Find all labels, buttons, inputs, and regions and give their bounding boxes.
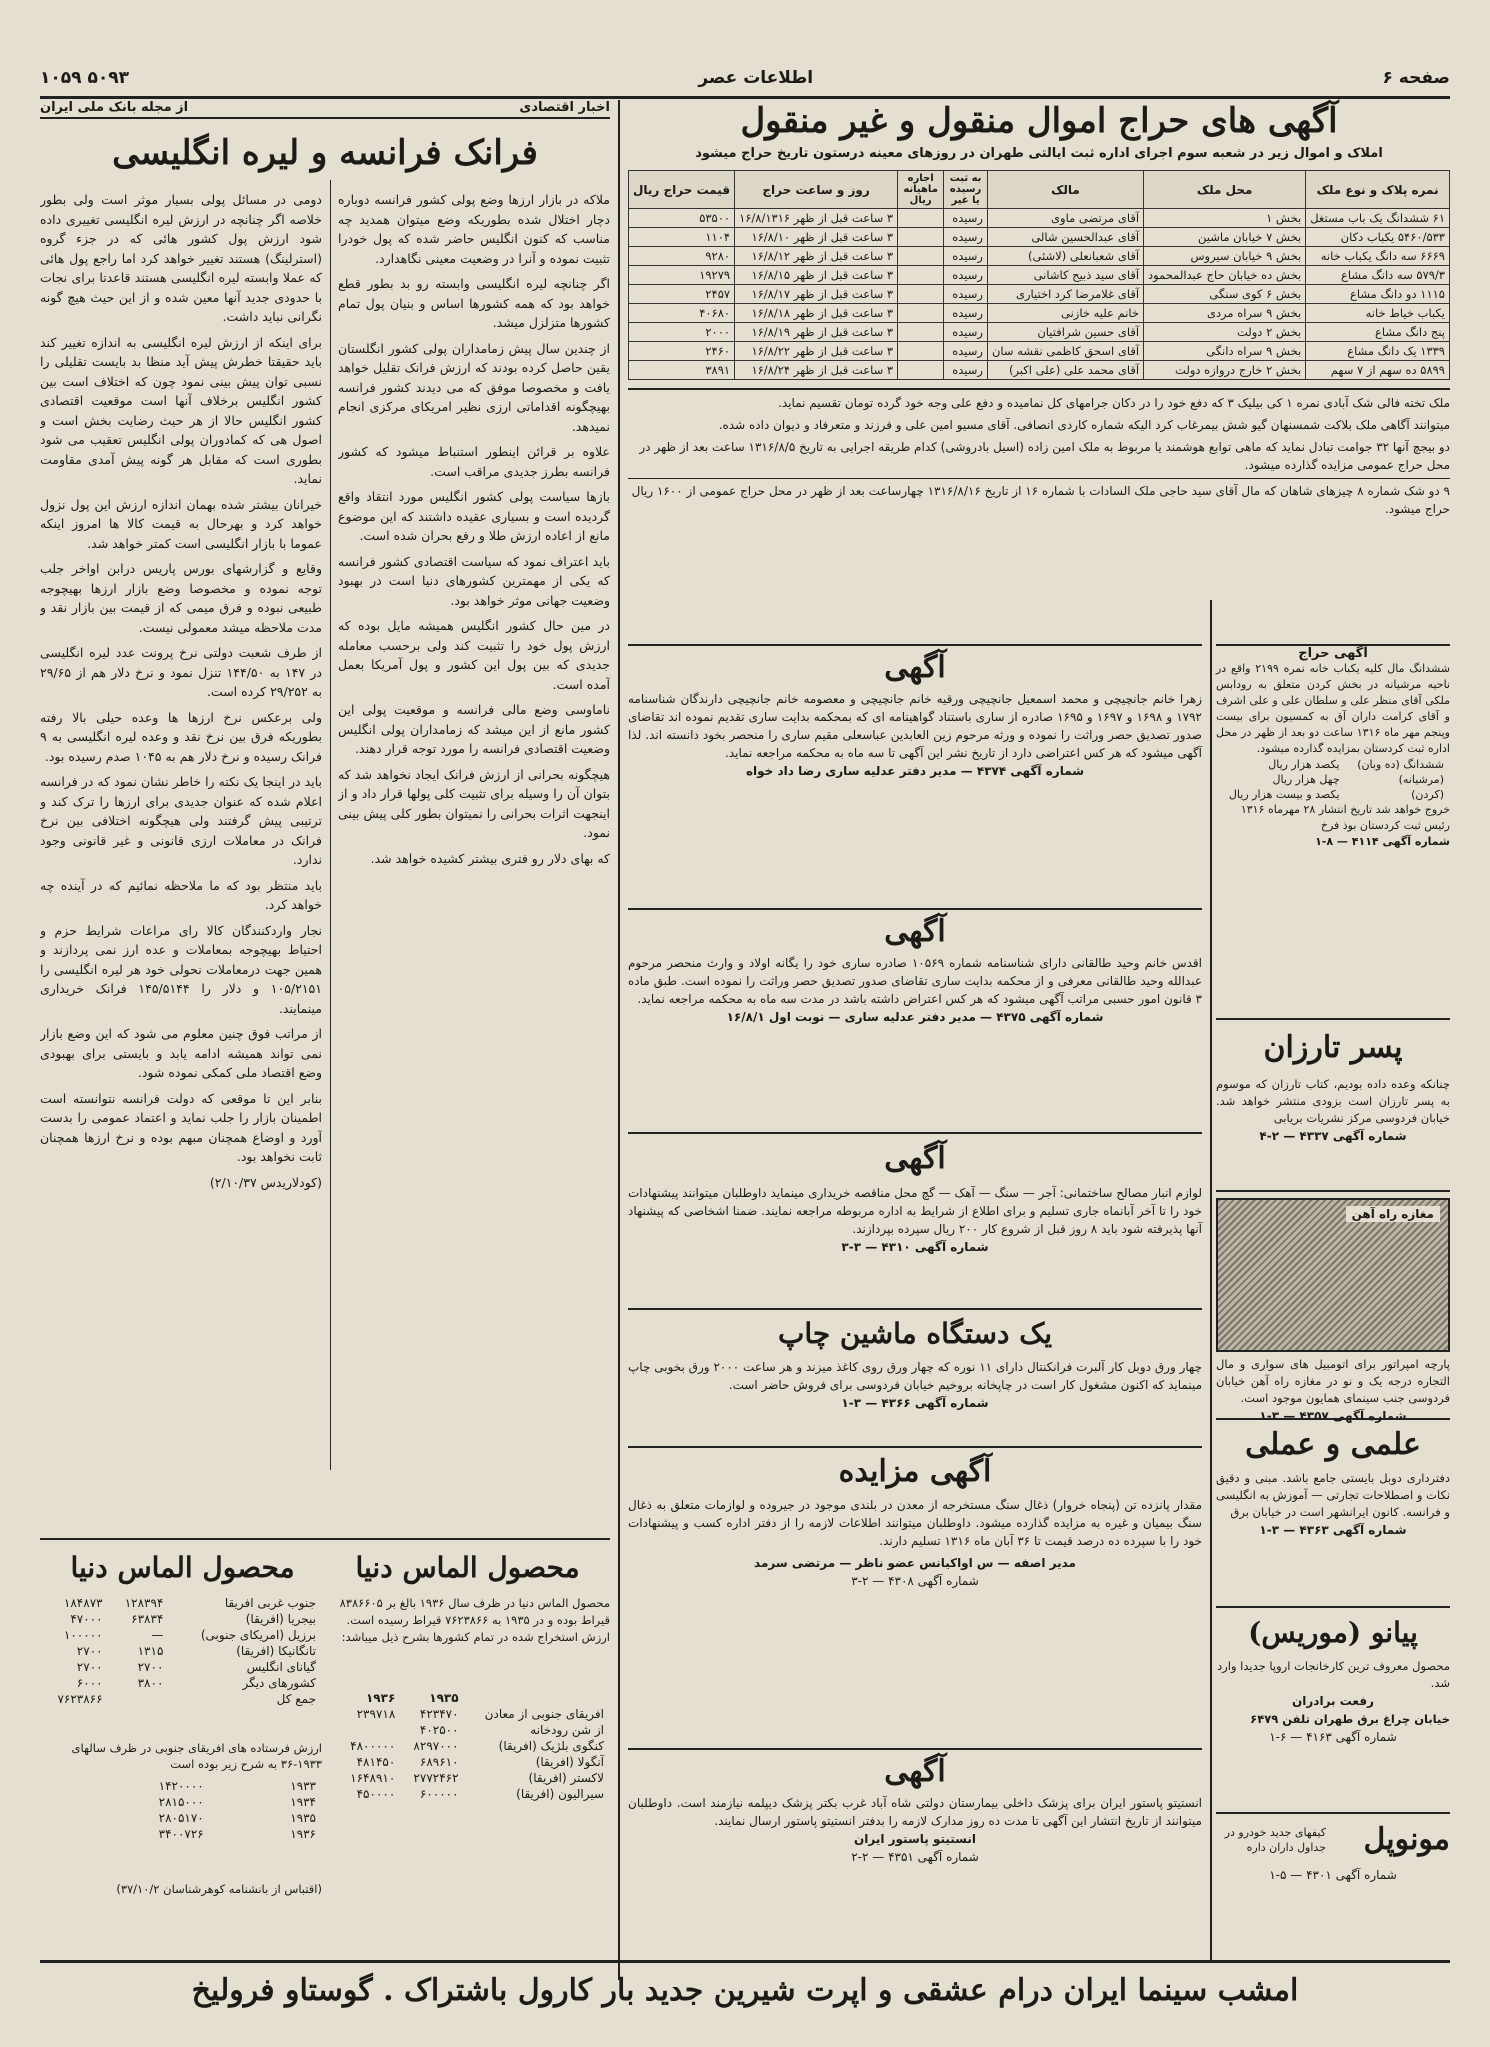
auction-cell: بخش ۹ سراه دانگی xyxy=(1144,342,1306,361)
auction-cell: پنج دانگ مشاع xyxy=(1306,323,1450,342)
diamond-export-row-cell: ۲۸۱۵۰۰۰ xyxy=(158,1795,204,1809)
diamond-right-table xyxy=(40,1595,322,1707)
tarzan-ad xyxy=(1216,1018,1450,1145)
economy-paragraph: نجار واردکنندگان کالا رای مراعات شرایط حزم و احتیاط بهیچوجه بمعاملات و عده ارز نمی پردازند و همین جهت درمعاملات نحولی خود هر لیره انگلیسی را ۱۰۵/۲۱۵۱ و دلار را ۱۴۵/۵۱۴۴ فرانک خریداری مینمایند. xyxy=(40,922,322,1016)
diamond-export-note: ارزش فرستاده های افریقای جنوبی در ظرف سالهای ۱۹۳۳-۳۶ به شرح زیر بوده است xyxy=(71,1741,322,1771)
monopole-body: کیفهای جدید خودرو در جداول داران داره xyxy=(1224,1826,1326,1854)
diamond-export-row-cell: ۱۴۲۰۰۰۰ xyxy=(158,1779,204,1793)
diamond-years-row-cell: ۲۷۷۲۴۶۲ xyxy=(413,1771,459,1785)
auction-cell xyxy=(898,228,944,247)
economy-paragraph: خیرانان بیشتر شده بهمان اندازه ارزش این پول نزول خواهد کرد و بهرحال به قیمت کالا ها امروز اینکه عموما با بازار انگلیسی است کمتر خواهد شد. xyxy=(40,496,322,551)
column-divider-ads xyxy=(1210,600,1212,1960)
tender-ad-body: مقدار پانزده تن (پنجاه خروار) ذغال سنگ مستخرجه از معدن در بلندی موجود در جیروده و لوازمات متعلق به ذغال سنگ بیمیان و غیره به مزایده گذارده میشود. داوطلبان میتوانند اطلاعات لازمه را از دفتر اداره کسب و پیشنهادات خود را با سپرده ده درصد قیمت تا ۳۶ آبان ماه ۱۳۱۶ تسلیم دارند. xyxy=(628,1498,1202,1548)
diamond-country-row-cell: ۱۸۴۸۷۳ xyxy=(63,1596,103,1610)
car-ad xyxy=(1216,1190,1450,1425)
auction-cell: آقای غلامرضا کرد اختیاری xyxy=(987,285,1143,304)
auction-cell: ۳ ساعت قبل از ظهر ۱۶/۸/۱۲ xyxy=(735,247,898,266)
diamond-export-row xyxy=(40,1778,322,1794)
piano-address: خیابان چراغ برق طهران تلفن ۶۴۷۹ xyxy=(1250,1712,1450,1726)
auction-table-row xyxy=(629,342,1450,361)
diamond-country-row xyxy=(40,1611,322,1627)
economy-paragraph: بازها سیاست پولی کشور انگلیس مورد انتقاد واقع گردیده است و بسیاری عقیده داشتند که این موضوع مانع از اعاده ارزش طلا و رفع بحران شده است. xyxy=(338,489,610,543)
diamond-country-row xyxy=(40,1659,322,1675)
economy-paragraph: ولی برعکس نرخ ارزها ها وعده حیلی بالا رفته بطوریکه فرق بین نرخ نقد و وعده لیره انگلیسی به ۹ فرانک رسیده و نرخ دلار هم به ۱۰۴۵ صدم رسیده بود. xyxy=(40,709,322,764)
economy-kicker: اخبار اقتصادی xyxy=(519,100,610,115)
economy-paragraph: در مین حال کشور انگلیس همیشه مایل بوده که ارزش پول خود را تثبیت کند ولی برحسب معامله جدیدی که بین پول این کشور و پول آمریکا بعمل آمده است. xyxy=(338,618,610,692)
economy-column-2 xyxy=(338,190,610,1470)
auction-cell: رسیده xyxy=(944,228,988,247)
auction-notice-number: شماره آگهی ۴۱۱۴ — ۸-۱ xyxy=(1315,835,1450,848)
diamond-years-header-cell: ۱۹۳۶ xyxy=(365,1691,396,1705)
auction-cell xyxy=(898,285,944,304)
diamond-export-row xyxy=(40,1810,322,1826)
diamond-country-row-cell: — xyxy=(151,1628,164,1642)
auction-cell: ۵۷۹/۳ سه دانگ مشاع xyxy=(1306,266,1450,285)
auction-note: میتوانند آگاهی ملک بلاکت شمسنهان گیو شش بیمرغاب کرد الیکه شماره کاردی انصافی. آقای مسیو امین علی و فرزند و متعرفاد و دیوان داده شده. xyxy=(718,418,1450,432)
piano-body: محصول معروف ترین کارخانجات اروپا جدیدا وارد شد. xyxy=(1217,1659,1450,1690)
diamond-years-row-cell: ۴۲۳۴۷۰ xyxy=(419,1707,459,1721)
cinema-banner: امشب سینما ایران درام عشقی و اپرت شیرین جدید بار کارول باشتراک . گوستاو فرولیخ xyxy=(191,1973,1299,2008)
diamond-title: محصول الماس دنیا xyxy=(355,1551,580,1584)
diamond-country-row-cell: ۶۰۰۰ xyxy=(76,1676,103,1690)
notice-1-title: آگهی xyxy=(884,650,946,685)
economy-paragraph: ناماوسی وضع مالی فرانسه و موقعیت پولی این کشور مانع از این میشد که زمامداران پولی انگلیس وضعیت اقتصادی فرانسه را مورد توجه قرار دهند. xyxy=(338,702,610,756)
auction-cell: یکباب خیاط خانه xyxy=(1306,304,1450,323)
auction-cell: رسیده xyxy=(944,247,988,266)
science-title: علمی و عملی xyxy=(1245,1427,1421,1462)
auction-cell: رسیده xyxy=(944,285,988,304)
auction-cell: بخش ۷ خیابان ماشین xyxy=(1144,228,1306,247)
auction-cell: ۶۶۶۹ سه دانگ یکباب خانه xyxy=(1306,247,1450,266)
auction-section xyxy=(628,98,1450,518)
auction-notice-date: خروج خواهد شد تاریخ انتشار ۲۸ مهرماه ۱۳۱۶ xyxy=(1240,803,1450,816)
auction-cell: رسیده xyxy=(944,361,988,380)
auction-table-row xyxy=(629,247,1450,266)
auction-notice-ad xyxy=(1216,644,1450,850)
diamond-years-row-cell: ۲۳۹۷۱۸ xyxy=(356,1707,396,1721)
diamond-years-row-cell: لاکستر (افریقا) xyxy=(528,1771,604,1785)
auction-cell: بخش ۲ خارج دروازه دولت xyxy=(1144,361,1306,380)
notice-3-title: آگهی xyxy=(884,1141,946,1176)
auction-cell: آقای شعبانعلی (لاشئی) xyxy=(987,247,1143,266)
auction-cell: ۳ ساعت قبل از ظهر ۱۶/۸/۱۷ xyxy=(735,285,898,304)
auction-cell: آقای سید ذبیح کاشانی xyxy=(987,266,1143,285)
notice-1-body: زهرا خانم جانچیچی و محمد اسمعیل جانچیچی ورقیه خانم جانچیچی و معصومه خانم جانچیچی دارندگان شناسنامه ۱۷۹۲ و ۱۶۹۸ و ۱۶۹۷ و ۱۶۹۵ صادره از ساری باستناد گواهینامه ای که بمحکمه بدایت ساری تقدیم نموده اند تقاضای صدور تصدیق حصر وراثت را نموده و ورثه مرحوم زین العابدین عباسعلی مقیم ساری را منحصر بخود دانسته اند. لذا آگهی میشود که هر کس اعتراضی دارد از تاریخ نشر این آگهی تا سه ماه به محکمه مراجعه نماید. xyxy=(628,692,1202,760)
piano-footer: شماره آگهی ۴۱۶۳ — ۶-۱ xyxy=(1269,1730,1397,1744)
auction-cell: ۱۱۰۴ xyxy=(629,228,735,247)
auction-cell: بخش ۱ xyxy=(1144,209,1306,228)
diamond-export-table xyxy=(40,1778,322,1842)
diamond-country-row-cell: گیانای انگلیس xyxy=(246,1660,316,1674)
economy-paragraph: علاوه بر قرائن اینطور استنباط میشود که کشور فرانسه بطرز جدیدی مراقب است. xyxy=(338,444,610,479)
auction-notice-price-row-cell: چهل هزار ریال xyxy=(1272,773,1340,786)
piano-title: پیانو (موریس) xyxy=(1248,1616,1418,1649)
economy-paragraph: اگر چنانچه لیره انگلیسی وابسته رو بد بطور قطع خواهد بود که همه کشورها اساس و بنیان پول تمام کشورها متزلزل میشد. xyxy=(338,276,610,330)
diamond-country-row-cell: ۴۷۰۰۰ xyxy=(70,1612,103,1626)
auction-col-header: اجاره ماهیانه ریال xyxy=(898,171,944,209)
auction-cell: بخش ده خیابان حاج عبدالمحمود xyxy=(1144,266,1306,285)
piano-ad xyxy=(1216,1606,1450,1746)
diamond-export-row-cell: ۳۴۰۰۷۲۶ xyxy=(158,1827,204,1841)
diamond-years-table xyxy=(338,1690,610,1802)
notice-2-title: آگهی xyxy=(884,914,946,949)
auction-cell: ۳ ساعت قبل از ظهر ۱۶/۸/۲۲ xyxy=(735,342,898,361)
diamond-country-row xyxy=(40,1627,322,1643)
auction-notice-head: آگهی حراج xyxy=(1298,646,1368,661)
diamond-years-row-cell: ۴۵۰۰۰۰ xyxy=(356,1787,396,1801)
auction-cell: ۵۳۵۰۰ xyxy=(629,209,735,228)
diamond-country-row-cell: برزیل (امریکای جنوبی) xyxy=(200,1628,316,1642)
auction-col-header: به ثبت رسیده یا غیر xyxy=(944,171,988,209)
diamond-country-row-cell: ۱۳۱۵ xyxy=(137,1644,164,1658)
tarzan-title: پسر تارزان xyxy=(1263,1030,1403,1065)
diamond-country-row-cell: بیجریا (افریقا) xyxy=(245,1612,316,1626)
economy-kicker-row xyxy=(40,100,610,119)
economy-source: از مجله بانک ملی ایران xyxy=(40,100,189,115)
tarzan-body: چنانکه وعده داده بودیم، کتاب تارزان که موسوم به پسر تارزان است بزودی منتشر خواهد شد. خیابان فردوسی مرکز نشریات بریابی xyxy=(1216,1077,1450,1125)
auction-subtitle: املاک و اموال زیر در شعبه سوم اجرای اداره ثبت ایالتی طهران در روزهای معینه درستون تاریخ حراج میشود xyxy=(695,146,1383,161)
notice-3-body: لوازم انبار مصالح ساختمانی: آجر — سنگ — آهک — گچ محل مناقصه خریداری مینماید داوطلبان میتوانند پیشنهادات خود را تا آخر آبانماه جاری تسلیم و برای اطلاع از شرایط به اداره مربوطه مراجعه نمایند. ضمنا اشخاصی که پیشنهاد آنها پذیرفته شود باید ۸ روز قبل از شروع کار ۲۰۰ ریال سپرده بپردازند. xyxy=(628,1186,1202,1236)
economy-paragraph: دومی در مسائل پولی بسیار موثر است ولی بطور خلاصه اگر چنانچه در ارزش لیره انگلیسی تغییری داده شود ارزش پول کشور هائی که در جزء گروه (استرلینگ) هستند تغییر خواهد کرد اما راجع پول هائی که عملا وابسته لیره انگلیسی هستند قاعدتا برای نجات با حدودی جدید آنها معین شده و از این حیث هیچ گونه نگرانی نباید داشت. xyxy=(40,192,322,324)
auction-col-header: روز و ساعت حراج xyxy=(735,171,898,209)
auction-cell xyxy=(898,323,944,342)
auction-cell: ۳ ساعت قبل از ظهر ۱۶/۸/۱۸ xyxy=(735,304,898,323)
auction-note: دو بیجچ آنها ۳۲ جوامت تبادل نماید که ماهی توابع هوشمند یا مربوط به ملک امین زاده (اسیل بادروشی) کدام طریقه اجرایی به تاریخ ۱۳۱۶/۸/۵ ساعت بعد از ظهر در محل حراج عمومی مزایده گذارده میشود. xyxy=(639,440,1450,472)
economy-paragraph: ملاکه در بازار ارزها وضع پولی کشور فرانسه دوباره دچار اختلال شده بطوریکه وضع میتوان همدید چه مناسب که کنون انگلیس حاضر شده که پول خودرا تثبیت نموده و آنرا در وضعیت معینی نگاهدارد. xyxy=(338,192,610,266)
diamond-country-row-cell: ۱۰۰۰۰۰ xyxy=(63,1628,103,1642)
diamond-intro: محصول الماس دنیا در ظرف سال ۱۹۳۶ بالغ بر ۸۳۸۶۶۰۵ قیراط بوده و در ۱۹۳۵ به ۷۶۲۳۸۶۶ قیراط رسیده است. ارزش استخراج شده در تمام کشورها بشرح ذیل میباشد: xyxy=(339,1596,610,1644)
diamond-years-header-cell: ۱۹۳۵ xyxy=(429,1691,459,1705)
economy-paragraph: باید در اینجا یک نکته را خاطر نشان نمود که در فرانسه اعلام شده که عنوان جدیدی برای ارزها را ترک کند و ترتیبی پیش گرفتند ولی هیچگونه اختلافی بین نرخ فرانک در معاملات ارزی قانونی و غیر قانونی وجود ندارد. xyxy=(40,774,322,867)
auction-cell: ۱۱۱۵ دو دانگ مشاع xyxy=(1306,285,1450,304)
tender-ad-footer: شماره آگهی ۴۳۰۸ — ۲-۳ xyxy=(851,1574,979,1588)
auction-notice-body: ششدانگ مال کلیه یکباب خانه نمره ۲۱۹۹ واقع در ناحیه مرشیانه در بخش کردن متعلق به رودابس ملکی آقای منظر علی و سلطان علی و علی اشرف و آقای کرامت داران آق به کمسیون برای بیست وپنجم مهر ماه ۱۳۱۶ ساعت دو بعد از ظهر در محل اداره ثبت کردستان بمزایده گذارده میشود. xyxy=(1216,662,1450,755)
diamond-source-note: (اقتباس از بانشنامه کوهرشناسان ۳۷/۱۰/۲) xyxy=(116,1882,322,1896)
auction-cell: ۱۳۳۹ یک دانگ مشاع xyxy=(1306,342,1450,361)
auction-notice-price-row-cell: (کردن) xyxy=(1411,788,1444,801)
diamond-years-row-cell: ۱۶۴۸۹۱۰ xyxy=(350,1771,396,1785)
economy-paragraph: هیچگونه بحرانی از ارزش فرانک ایجاد نخواهد شد که بتوان آن را وسیله برای تثبیت کلی پولها قرار داد و از اینجهت اثرات بحرانی را نمیتوان بطور کلی پیش بینی نمود. xyxy=(338,766,610,840)
auction-cell: رسیده xyxy=(944,342,988,361)
auction-cell: آقای محمد علی (علی اکبر) xyxy=(987,361,1143,380)
economy-paragraph: برای اینکه از ارزش لیره انگلیسی به اندازه تغییر کند باید حقیقتا خطرش پیش آید منظا بد بایست تقلیلی را نسبی توان پیش بینی نمود چون که اختلاف است بین کشور انگلیس برخلاف آنها است موقعیت اقتصادی کشور انگلیس حالا از هر حیث رضایت بخش است و اصول هی که کمادوران پولی انگلیس تعقیب می شود بطوری است که مقابل هر گونه پیش آمدی مقاومت نماید. xyxy=(40,334,322,486)
tender-ad-title: آگهی مزایده xyxy=(838,1454,992,1489)
auction-notice-price-row xyxy=(1216,757,1450,772)
auction-cell xyxy=(898,247,944,266)
diamond-export-row-cell: ۲۸۰۵۱۷۰ xyxy=(158,1811,204,1825)
diamond-export-row-cell: ۱۹۳۴ xyxy=(290,1795,316,1809)
column-divider-econ xyxy=(330,180,331,1470)
printing-ad xyxy=(628,1308,1202,1412)
diamond-years-row xyxy=(338,1722,610,1738)
auction-notice-price-row xyxy=(1216,772,1450,787)
diamond-years-row-cell: ۴۸۱۴۵۰ xyxy=(356,1755,396,1769)
diamond-years-row-cell: ۴۸۰۰۰۰۰ xyxy=(350,1739,396,1753)
auction-cell xyxy=(898,361,944,380)
diamond-export-row xyxy=(40,1826,322,1842)
auction-cell: ۳۸۹۱ xyxy=(629,361,735,380)
diamond-years-row-cell: ۴۰۲۵۰۰ xyxy=(419,1723,459,1737)
economy-paragraph: از مراتب فوق چنین معلوم می شود که این وضع بازار نمی تواند همیشه ادامه یابد و بایستی برای بهبودی وضع اقتصاد ملی کمکی نموده شود. xyxy=(40,1026,322,1080)
notice-1 xyxy=(628,644,1202,780)
diamond-years-row-cell: ۶۰۰۰۰۰ xyxy=(419,1787,459,1801)
auction-note: ۹ دو شک شماره ۸ چیزهای شاهان که مال آقای سید حاجی ملک السادات با شماره ۱۶ از تاریخ ۱۳۱۶/۸/۱۶ چهارساعت بعد از ظهر در محل حراج عمومی از ۱۶۰۰ ریال حراج میشود. xyxy=(628,478,1450,518)
diamond-country-row-cell xyxy=(109,1691,170,1707)
diamond-country-row-cell: ۱۲۸۳۹۴ xyxy=(124,1596,164,1610)
diamond-country-row xyxy=(40,1691,322,1707)
auction-col-header: قیمت حراج ریال xyxy=(629,171,735,209)
auction-col-header: محل ملک xyxy=(1144,171,1306,209)
printing-ad-title: یک دستگاه ماشین چاپ xyxy=(777,1317,1053,1350)
auction-cell: ۳ ساعت قبل از ظهر ۱۶/۸/۱۵ xyxy=(735,266,898,285)
auction-notice-price-row xyxy=(1216,787,1450,802)
auction-table-row xyxy=(629,266,1450,285)
car-footer: شماره آگهی ۴۳۵۷ — ۳-۱ xyxy=(1259,1409,1407,1423)
column-divider-main xyxy=(618,100,620,1980)
diamond-country-row-cell: ۶۳۸۳۴ xyxy=(131,1612,164,1626)
tender-ad-signature: مدیر اصفه — س اواکیانس عضو ناظر — مرتضی سرمد xyxy=(754,1556,1076,1570)
auction-cell: خانم علیه خازنی xyxy=(987,304,1143,323)
diamond-years-header xyxy=(338,1690,610,1706)
auction-notes xyxy=(628,388,1450,518)
auction-table-row xyxy=(629,285,1450,304)
diamond-years-row xyxy=(338,1706,610,1722)
diamond-years-row xyxy=(338,1770,610,1786)
diamond-country-row-cell: ۲۷۰۰ xyxy=(76,1644,103,1658)
pasteur-ad-signature: انستیتو پاستور ایران xyxy=(854,1832,976,1846)
auction-cell: ۶۱ ششدانگ یک باب مستغل xyxy=(1306,209,1450,228)
auction-cell xyxy=(898,304,944,323)
auction-cell: آقای اسحق کاظمی نقشه سان xyxy=(987,342,1143,361)
diamond-years-row xyxy=(338,1786,610,1802)
diamond-export-row-cell: ۱۹۳۶ xyxy=(290,1827,316,1841)
car-body: پارچه امپراتور برای اتومبیل های سواری و مال التجاره درجه یک و نو در مغازه راه آهن خیابان فردوسی جنب سینمای همایون موجود است. xyxy=(1216,1357,1450,1405)
issue-number: ۵۰۹۳ ۱۰۵۹ xyxy=(40,68,129,88)
auction-table-row xyxy=(629,323,1450,342)
diamond-years-row-cell xyxy=(338,1722,401,1738)
auction-cell: ۳ ساعت قبل از ظهر ۱۶/۸/۲۴ xyxy=(735,361,898,380)
auction-cell: ۳ ساعت قبل از ظهر ۱۶/۸/۱۰ xyxy=(735,228,898,247)
economy-paragraph: که بهای دلار رو فتری بیشتر کشیده خواهد شد. xyxy=(370,850,610,866)
diamond-years-row-cell: آنگولا (افریقا) xyxy=(535,1755,604,1769)
diamond-years-row-cell: از شن رودخانه xyxy=(530,1723,604,1737)
auction-table-row xyxy=(629,361,1450,380)
auction-cell: ۳ ساعت قبل از ظهر ۱۶/۸/۱۳۱۶ xyxy=(735,209,898,228)
diamond-country-row-cell: ۲۷۰۰ xyxy=(76,1660,103,1674)
diamond-title-repeat: محصول الماس دنیا xyxy=(70,1551,295,1584)
diamond-country-row-cell: جمع کل xyxy=(276,1692,316,1706)
auction-cell: ۲۴۵۷ xyxy=(629,285,735,304)
monopole-ad xyxy=(1216,1812,1450,1884)
diamond-country-row xyxy=(40,1675,322,1691)
diamond-years-row xyxy=(338,1738,610,1754)
auction-table-header xyxy=(629,171,1450,209)
diamond-years-row xyxy=(338,1754,610,1770)
pasteur-ad-title: آگهی xyxy=(884,1754,946,1789)
diamond-country-row xyxy=(40,1643,322,1659)
auction-cell xyxy=(898,342,944,361)
pasteur-ad-footer: شماره آگهی ۴۳۵۱ — ۲-۲ xyxy=(851,1850,979,1864)
economy-paragraph: باید اعتراف نمود که سیاست اقتصادی کشور فرانسه که یکی از مهمترین کشورهای دنیا است در بهبود وضعیت جهانی موثر خواهد بود. xyxy=(338,553,610,608)
auction-notice-price-row-cell: ششدانگ (ده وبان) xyxy=(1357,758,1444,771)
tender-ad xyxy=(628,1446,1202,1590)
page-header xyxy=(40,60,1450,99)
auction-cell: رسیده xyxy=(944,209,988,228)
diamond-years-row-cell: افریقای جنوبی از معادن xyxy=(484,1707,604,1721)
auction-cell: ۵۴۶۰/۵۳۳ یکباب دکان xyxy=(1306,228,1450,247)
auction-notice-price-row-cell: (مرشیانه) xyxy=(1398,773,1444,786)
auction-cell: ۲۰۰۰ xyxy=(629,323,735,342)
economy-column-1 xyxy=(40,190,322,1470)
auction-cell xyxy=(898,209,944,228)
notice-2-footer: شماره آگهی ۴۳۷۵ — مدیر دفتر عدلیه ساری — نوبت اول ۱۶/۸/۱ xyxy=(726,1010,1104,1024)
economy-paragraph: وقایع و گزارشهای بورس پاریس درابن اواخر جلب توجه نموده و مخصوصا وضع بازار ارزها بهیچوجه طبیعی نبوده و فرق میمی که از قیمت بین بازار نقد و مدت ملاحظه میشد معمولی نیست. xyxy=(40,561,322,635)
science-footer: شماره آگهی ۴۳۶۳ — ۳-۱ xyxy=(1259,1523,1407,1537)
auction-cell: ۱۹۲۷۹ xyxy=(629,266,735,285)
auction-table-row xyxy=(629,228,1450,247)
economy-headline: فرانک فرانسه و لیره انگلیسی xyxy=(112,133,538,173)
auction-cell: بخش ۲ دولت xyxy=(1144,323,1306,342)
economy-paragraph: (کودلاریدس ۲/۱۰/۳۷) xyxy=(209,1174,322,1190)
diamond-export-row xyxy=(40,1794,322,1810)
auction-cell: آقای حسین شرافتیان xyxy=(987,323,1143,342)
diamond-years-header-cell xyxy=(465,1690,610,1706)
pasteur-ad xyxy=(628,1748,1202,1866)
auction-col-header: نمره پلاک و نوع ملک xyxy=(1306,171,1450,209)
auction-cell: ۹۲۸۰ xyxy=(629,247,735,266)
science-ad xyxy=(1216,1418,1450,1539)
diamond-title-row xyxy=(40,1548,610,1588)
diamond-years-row-cell: ۶۸۹۶۱۰ xyxy=(419,1755,459,1769)
diamond-years-row-cell: ۸۲۹۷۰۰۰ xyxy=(413,1739,459,1753)
diamond-years-row-cell: سیرالیون (افریقا) xyxy=(516,1787,604,1801)
auction-cell: رسیده xyxy=(944,323,988,342)
monopole-row xyxy=(1216,1814,1450,1866)
auction-cell: آقای مرتضی ماوی xyxy=(987,209,1143,228)
economy-paragraph: بنابر این تا موقعی که دولت فرانسه نتوانسته است اطمینان بازار را جلب نماید و اعتماد عمومی را بدست آورد و اوضاع همچنان مبهم بوده و نرخ ارزها همچنان ثابت نخواهد بود. xyxy=(40,1090,322,1164)
auction-cell: بخش ۹ خیابان سیروس xyxy=(1144,247,1306,266)
auction-note: ملک تخته فالی شک آبادی نمره ۱ کی بیلیک ۳ که دفع خود را در دکان جرامهای کل نمامیده و دفع علی وجه خود گرده تومان تقسیم نماید. xyxy=(778,396,1450,410)
notice-3-footer: شماره آگهی ۴۳۱۰ — ۳-۳ xyxy=(841,1240,989,1254)
economy-paragraph: از طرف شعبت دولتی نرخ پرونت عدد لیره انگلیسی در ۱۴۷ به ۱۴۴/۵۰ تنزل نمود و نرخ دلار هم از ۲۹/۶۵ به ۲۹/۲۵۲ کرده است. xyxy=(40,645,322,699)
science-body: دفترداری دوبل بایستی جامع باشد. مبنی و دقیق نکات و اصطلاحات تجارتی — آموزش به انگلیسی و فرانسه. کانون ایرانشهر است در خیابان برق xyxy=(1216,1471,1450,1519)
piano-seller: رفعت برادران xyxy=(1292,1694,1374,1708)
auction-cell: رسیده xyxy=(944,304,988,323)
printing-ad-footer: شماره آگهی ۴۳۶۶ — ۳-۱ xyxy=(841,1396,989,1410)
auction-cell: ۵۸۹۹ ده سهم از ۷ سهم xyxy=(1306,361,1450,380)
auction-table xyxy=(628,170,1450,380)
diamond-country-row-cell: ۳۸۰۰ xyxy=(137,1676,164,1690)
auction-table-row xyxy=(629,304,1450,323)
diamond-country-row-cell: کشورهای دیگر xyxy=(242,1676,316,1690)
auction-cell: رسیده xyxy=(944,266,988,285)
paper-name: اطلاعات عصر xyxy=(698,68,814,88)
monopole-title: مونوپل xyxy=(1363,1822,1450,1857)
auction-cell: بخش ۶ کوی سنگی xyxy=(1144,285,1306,304)
diamond-country-row-cell: تانگانیکا (افریقا) xyxy=(236,1644,316,1658)
notice-1-footer: شماره آگهی ۴۳۷۴ — مدیر دفتر عدلیه ساری رضا داد خواه xyxy=(745,764,1085,778)
notice-2 xyxy=(628,908,1202,1026)
pasteur-ad-body: انستیتو پاستور ایران برای پزشک داخلی بیمارستان دولتی شاه آباد غرب بکتر پزشک دیپلمه نیازمند است. داوطلبان میتوانند از تاریخ انتشار این آگهی تا مدت ده روز مدارک لازمه را بدفتر انستیتو پاستور ارسال نمایند. xyxy=(628,1796,1202,1828)
divider-diamond xyxy=(40,1538,610,1540)
auction-cell: بخش ۹ سراه مردی xyxy=(1144,304,1306,323)
auction-notice-sign: رئیس ثبت کردستان بوذ فرخ xyxy=(1320,819,1450,832)
divider-bottom xyxy=(40,1960,1450,1963)
auction-cell: ۲۴۶۰ xyxy=(629,342,735,361)
diamond-country-row xyxy=(40,1595,322,1611)
printing-ad-body: چهار ورق دوبل کار آلبرت فرانکنتال دارای ۱۱ نوره که چهار ورق روی کاغذ میزند و هر ساعت ۲۰۰۰ ورق بخوبی چاپ مینماید که اکنون مشغول کار است در چاپخانه بروخیم خیابان فردوسی برای فروش حاضر است. xyxy=(628,1360,1203,1392)
notice-3 xyxy=(628,1132,1202,1256)
tarzan-footer: شماره آگهی ۴۳۳۷ — ۲-۴ xyxy=(1259,1129,1407,1143)
diamond-export-row-cell: ۱۹۳۳ xyxy=(290,1779,316,1793)
monopole-footer: شماره آگهی ۴۳۰۱ — ۵-۱ xyxy=(1269,1868,1397,1882)
diamond-country-row-cell: ۲۷۰۰ xyxy=(137,1660,164,1674)
car-banner: مغازه راه آهن xyxy=(1346,1206,1440,1222)
auction-notice-price-row-cell: یکصد و بیست هزار ریال xyxy=(1228,788,1340,801)
train-illustration xyxy=(1216,1198,1450,1352)
page-label: صفحه ۶ xyxy=(1382,68,1450,88)
diamond-country-row-cell: جنوب غربی افریقا xyxy=(224,1596,316,1610)
diamond-years-row-cell: کنگوی بلژیک (افریقا) xyxy=(498,1739,604,1753)
auction-col-header: مالک xyxy=(987,171,1143,209)
notice-2-body: اقدس خانم وحید طالقانی دارای شناسنامه شماره ۱۰۵۶۹ صادره ساری خود را یگانه اولاد و وارث منحصر مرحوم عبدالله وحید طالقانی معرفی و از محکمه بدایت ساری تقاضای صدور تصدیق حصر وراثت را نموده است. طبق ماده ۳ قانون امور حسبی مراتب آگهی میشود که هر کس اعتراض داشته باشد در مدت سه ماه به محکمه مراجعه نماید. xyxy=(628,956,1202,1006)
economy-paragraph: باید منتظر بود که ما ملاحظه نمائیم که در آینده چه خواهد کرد. xyxy=(40,877,322,912)
auction-notice-price-row-cell: یکصد هزار ریال xyxy=(1268,758,1340,771)
diamond-export-row-cell: ۱۹۳۵ xyxy=(290,1811,316,1825)
economy-paragraph: از چندین سال پیش زمامداران پولی کشور انگلستان یقین حاصل کرده بودند که ارزش فرانک تقلیل خواهد یافت و مخصوصا موفق که می دیدند کشور فرانسه بهیچگونه اقداماتی ارزی نظیر امریکای مرکزی انجام نمیدهد. xyxy=(338,340,610,434)
auction-notice-prices xyxy=(1216,757,1450,802)
auction-cell: آقای عبدالحسین شالی xyxy=(987,228,1143,247)
auction-cell: ۴۰۶۸۰ xyxy=(629,304,735,323)
auction-table-row xyxy=(629,209,1450,228)
auction-cell: ۳ ساعت قبل از ظهر ۱۶/۸/۱۹ xyxy=(735,323,898,342)
diamond-country-row-cell: ۷۶۲۳۸۶۶ xyxy=(57,1692,103,1706)
auction-cell xyxy=(898,266,944,285)
auction-title: آگهی های حراج اموال منقول و غیر منقول xyxy=(740,101,1338,141)
